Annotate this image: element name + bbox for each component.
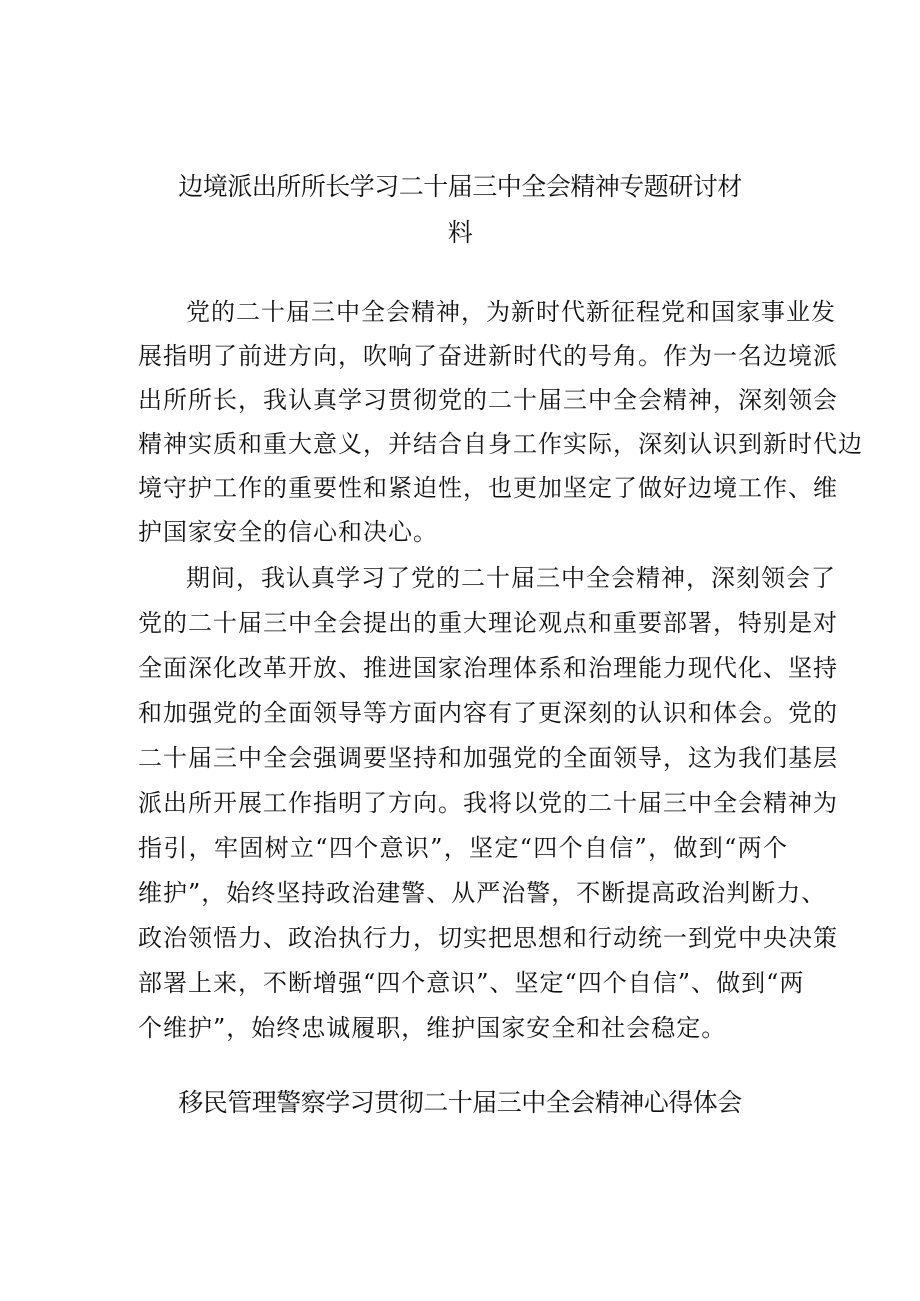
paragraph-line: 党的二十届三中全会精神，为新时代新征程党和国家事业发 (186, 298, 836, 326)
document-title (150, 164, 770, 256)
paragraph-line: 境守护工作的重要性和紧迫性，也更加坚定了做好边境工作、维 (138, 474, 838, 502)
paragraph-line: 派出所开展工作指明了方向。我将以党的二十届三中全会精神为 (138, 789, 838, 817)
paragraph-line: 党的二十届三中全会提出的重大理论观点和重要部署，特别是对 (138, 609, 838, 637)
paragraph-line: 个维护”，始终忠诚履职，维护国家安全和社会稳定。 (138, 1014, 727, 1042)
paragraph-line: 出所所长，我认真学习贯彻党的二十届三中全会精神，深刻领会 (138, 386, 838, 414)
title-line-2: 料 (447, 218, 473, 247)
paragraph-line: 政治领悟力、政治执行力，切实把思想和行动统一到党中央决策 (138, 924, 838, 952)
paragraph-line: 期间，我认真学习了党的二十届三中全会精神，深刻领会了 (186, 564, 836, 592)
paragraph-line: 全面深化改革开放、推进国家治理体系和治理能力现代化、坚持 (138, 654, 838, 682)
paragraph-line: 维护”，始终坚持政治建警、从严治警，不断提高政治判断力、 (138, 879, 827, 907)
second-article-title: 移民管理警察学习贯彻二十届三中全会精神心得体会 (178, 1088, 742, 1117)
paragraph-line: 二十届三中全会强调要坚持和加强党的全面领导，这为我们基层 (138, 744, 838, 772)
paragraph-line: 精神实质和重大意义，并结合自身工作实际，深刻认识到新时代边 (138, 430, 863, 458)
paragraph-line: 护国家安全的信心和决心。 (138, 518, 438, 546)
title-line-1: 边境派出所所长学习二十届三中全会精神专题研讨材 (178, 172, 742, 201)
paragraph-line: 部署上来，不断增强“四个意识”、坚定“四个自信”、做到“两 (138, 969, 805, 997)
paragraph-line: 指引，牢固树立“四个意识”，坚定“四个自信”，做到“两个 (138, 834, 788, 862)
paragraph-line: 展指明了前进方向，吹响了奋进新时代的号角。作为一名边境派 (138, 342, 838, 370)
paragraph-line: 和加强党的全面领导等方面内容有了更深刻的认识和体会。党的 (138, 699, 838, 727)
